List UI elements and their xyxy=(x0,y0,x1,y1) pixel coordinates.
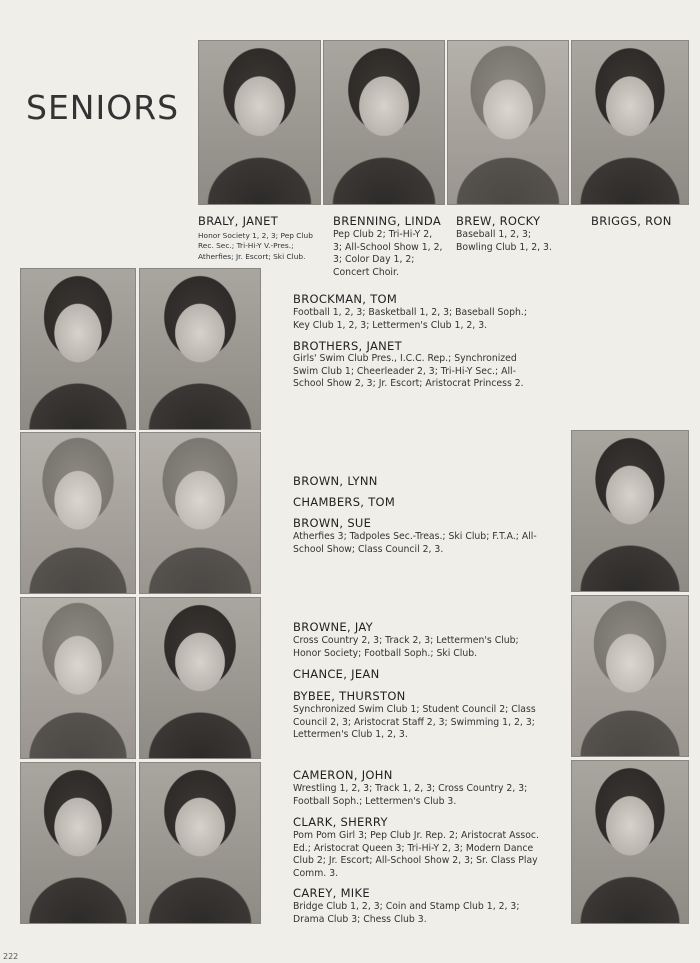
student-name: BRALY, JANET xyxy=(198,214,279,228)
student-activities: Honor Society 1, 2, 3; Pep Club Rec. Sec.; Tri-Hi-Y V.-Pres.; Atherfies; Jr. Escort; Ski Club. xyxy=(198,231,313,261)
student-name: CAMERON, JOHN xyxy=(293,768,393,782)
portrait-chambers-tom xyxy=(571,430,689,592)
student-activities: Baseball 1, 2, 3; Bowling Club 1, 2, 3. xyxy=(456,229,552,253)
portrait-brew-rocky xyxy=(447,40,569,205)
portrait-chance-jean xyxy=(571,595,689,757)
student-name: BROCKMAN, TOM xyxy=(293,292,398,306)
student-name: CLARK, SHERRY xyxy=(293,815,388,829)
student-activities: Wrestling 1, 2, 3; Track 1, 2, 3; Cross Country 2, 3; Football Soph.; Lettermen's Club 3. xyxy=(293,783,528,807)
portrait-brenning-linda xyxy=(323,40,445,205)
student-name: BYBEE, THURSTON xyxy=(293,689,406,703)
student-name: CHANCE, JEAN xyxy=(293,667,380,681)
student-name: BROWNE, JAY xyxy=(293,620,373,634)
portrait-brown-lynn xyxy=(20,432,136,594)
portrait-carey-mike xyxy=(139,762,261,924)
student-name: CAREY, MIKE xyxy=(293,886,370,900)
student-activities: Cross Country 2, 3; Track 2, 3; Lettermen's Club; Honor Society; Football Soph.; Ski Club. xyxy=(293,635,519,659)
portrait-browne-jay xyxy=(20,597,136,759)
student-name: CHAMBERS, TOM xyxy=(293,495,396,509)
student-activities: Pep Club 2; Tri-Hi-Y 2, 3; All-School Show 1, 2, 3; Color Day 1, 2; Concert Choir. xyxy=(333,229,443,278)
student-activities: Synchronized Swim Club 1; Student Council 2; Class Council 2, 3; Aristocrat Staff 2, 3; Swimming 1, 2, 3; Lettermen's Club 1, 2, 3. xyxy=(293,704,536,741)
student-activities: Pom Pom Girl 3; Pep Club Jr. Rep. 2; Aristocrat Assoc. Ed.; Aristocrat Queen 3; Tri-Hi-Y 2, 3; Modern Dance Club 2; Jr. Escort; All-School Show 2, 3; Sr. Class Play Comm. 3. xyxy=(293,830,539,879)
page-title: SENIORS xyxy=(26,88,180,127)
portrait-clark-sherry xyxy=(571,760,689,924)
portrait-briggs-ron xyxy=(571,40,689,205)
portrait-cameron-john xyxy=(20,762,136,924)
portrait-brown-sue xyxy=(139,432,261,594)
student-activities: Football 1, 2, 3; Basketball 1, 2, 3; Baseball Soph.; Key Club 1, 2, 3; Lettermen's Club 1, 2, 3. xyxy=(293,307,527,331)
portrait-braly-janet xyxy=(198,40,321,205)
student-name: BRENNING, LINDA xyxy=(333,214,441,228)
portrait-brothers-janet xyxy=(139,268,261,430)
student-name: BRIGGS, RON xyxy=(591,214,672,228)
student-name: BROWN, SUE xyxy=(293,516,372,530)
student-name: BROWN, LYNN xyxy=(293,474,378,488)
student-activities: Girls' Swim Club Pres., I.C.C. Rep.; Synchronized Swim Club 1; Cheerleader 2, 3; Tri-Hi-Y Sec.; All-School Show 2, 3; Jr. Escort; Aristocrat Princess 2. xyxy=(293,353,524,390)
student-activities: Atherfies 3; Tadpoles Sec.-Treas.; Ski Club; F.T.A.; All-School Show; Class Council 2, 3. xyxy=(293,531,537,555)
student-activities: Bridge Club 1, 2, 3; Coin and Stamp Club 1, 2, 3; Drama Club 3; Chess Club 3. xyxy=(293,901,520,925)
portrait-bybee-thurston xyxy=(139,597,261,759)
student-name: BREW, ROCKY xyxy=(456,214,541,228)
portrait-brockman-tom xyxy=(20,268,136,430)
student-name: BROTHERS, JANET xyxy=(293,339,402,353)
page-number: 222 xyxy=(3,952,19,961)
